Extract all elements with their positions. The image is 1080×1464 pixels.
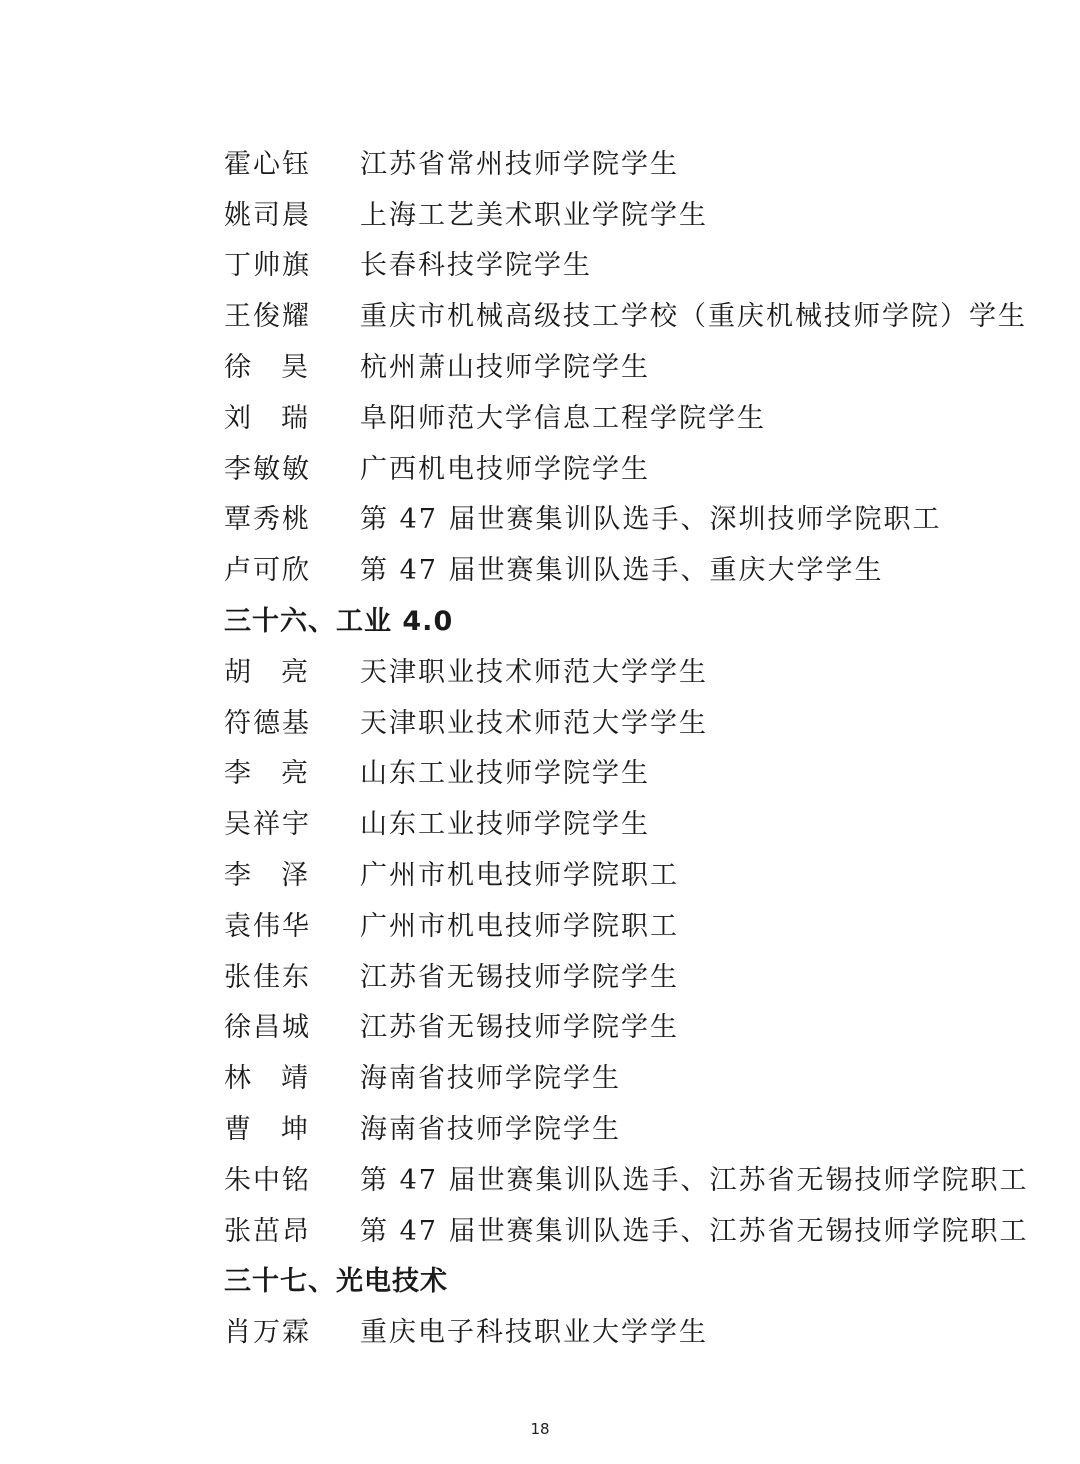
name-char: 曹	[224, 1114, 253, 1146]
person-name	[224, 548, 360, 587]
list-item	[224, 390, 984, 441]
name-char: 佳	[253, 961, 282, 993]
name-char: 瑞	[281, 402, 310, 434]
name-char: 欣	[282, 555, 311, 587]
person-name	[224, 142, 360, 181]
name-char: 刘	[224, 402, 253, 434]
name-char: 基	[282, 707, 311, 739]
name-char: 丁	[224, 250, 253, 282]
name-char: 旗	[282, 250, 311, 282]
name-char: 张	[224, 961, 253, 993]
person-name	[224, 1056, 360, 1095]
person-name	[224, 853, 360, 892]
affiliation: 广州市机电技师学院职工	[360, 860, 679, 892]
name-char: 覃	[224, 504, 253, 536]
name-char: 华	[282, 910, 311, 942]
person-name	[224, 345, 360, 384]
affiliation: 第 47 届世赛集训队选手、江苏省无锡技师学院职工	[360, 1164, 1029, 1196]
list-item	[224, 746, 984, 797]
name-char: 城	[282, 1012, 311, 1044]
list-item	[224, 949, 984, 1000]
list-item	[224, 796, 984, 847]
affiliation: 重庆市机械高级技工学校（重庆机械技师学院）学生	[360, 301, 1027, 333]
list-item	[224, 542, 984, 593]
list-item	[224, 1050, 984, 1101]
person-name	[224, 1005, 360, 1044]
name-char: 霖	[282, 1317, 311, 1349]
person-name	[224, 447, 360, 486]
list-item	[224, 136, 984, 187]
person-name	[224, 1158, 360, 1197]
name-char: 徐	[224, 1012, 253, 1044]
affiliation: 第 47 届世赛集训队选手、江苏省无锡技师学院职工	[360, 1215, 1029, 1247]
affiliation: 江苏省无锡技师学院学生	[360, 1012, 679, 1044]
affiliation: 天津职业技术师范大学学生	[360, 707, 708, 739]
name-char: 霍	[224, 148, 253, 180]
list-item	[224, 695, 984, 746]
name-char: 桃	[282, 504, 311, 536]
name-char: 王	[224, 301, 253, 333]
name-char: 秀	[253, 504, 282, 536]
affiliation: 广州市机电技师学院职工	[360, 910, 679, 942]
person-name	[224, 294, 360, 333]
name-char: 靖	[281, 1063, 310, 1095]
person-name	[224, 802, 360, 841]
list-item	[224, 898, 984, 949]
name-char: 可	[253, 555, 282, 587]
name-char: 肖	[224, 1317, 253, 1349]
name-char: 符	[224, 707, 253, 739]
list-item	[224, 644, 984, 695]
person-name	[224, 955, 360, 994]
person-name	[224, 243, 360, 282]
name-char: 伟	[253, 910, 282, 942]
name-list	[224, 136, 1029, 1355]
name-char: 司	[253, 199, 282, 231]
name-char: 宇	[282, 809, 311, 841]
name-char: 钰	[282, 148, 311, 180]
person-name	[224, 396, 360, 435]
list-item	[224, 339, 984, 390]
affiliation: 重庆电子科技职业大学学生	[360, 1317, 708, 1349]
person-name	[224, 701, 360, 740]
name-char: 徐	[224, 352, 253, 384]
list-item	[224, 288, 1027, 339]
list-item	[224, 1304, 984, 1355]
list-item	[224, 1000, 984, 1051]
section-heading: 三十六、工业 4.0	[224, 606, 454, 638]
name-char: 李	[224, 453, 253, 485]
affiliation: 第 47 届世赛集训队选手、深圳技师学院职工	[360, 504, 942, 536]
person-name	[224, 904, 360, 943]
list-item	[224, 847, 984, 898]
name-char: 茁	[253, 1215, 282, 1247]
affiliation: 海南省技师学院学生	[360, 1114, 621, 1146]
person-name	[224, 193, 360, 232]
name-char: 德	[253, 707, 282, 739]
list-item	[224, 187, 984, 238]
affiliation: 江苏省常州技师学院学生	[360, 148, 679, 180]
name-char: 祥	[253, 809, 282, 841]
name-char: 胡	[224, 656, 253, 688]
person-name	[224, 497, 360, 536]
page-number: 18	[530, 1420, 550, 1438]
name-char: 坤	[281, 1114, 310, 1146]
section-heading: 三十七、光电技术	[224, 1266, 448, 1298]
name-char: 亮	[281, 758, 310, 790]
person-name	[224, 1310, 360, 1349]
person-name	[224, 650, 360, 689]
list-item	[224, 238, 984, 289]
name-char: 东	[282, 961, 311, 993]
name-char: 林	[224, 1063, 253, 1095]
affiliation: 广西机电技师学院学生	[360, 453, 650, 485]
name-char: 敏	[253, 453, 282, 485]
name-char: 姚	[224, 199, 253, 231]
person-name	[224, 1107, 360, 1146]
name-char: 卢	[224, 555, 253, 587]
name-char: 朱	[224, 1164, 253, 1196]
affiliation: 天津职业技术师范大学学生	[360, 656, 708, 688]
list-item	[224, 1152, 1029, 1203]
name-char: 晨	[282, 199, 311, 231]
name-char: 万	[253, 1317, 282, 1349]
name-char: 李	[224, 860, 253, 892]
affiliation: 长春科技学院学生	[360, 250, 592, 282]
person-name	[224, 751, 360, 790]
affiliation: 山东工业技师学院学生	[360, 758, 650, 790]
name-char: 铭	[282, 1164, 311, 1196]
name-char: 昊	[281, 352, 310, 384]
list-item	[224, 441, 984, 492]
name-char: 亮	[281, 656, 310, 688]
name-char: 敏	[282, 453, 311, 485]
person-name	[224, 1209, 360, 1248]
affiliation: 山东工业技师学院学生	[360, 809, 650, 841]
name-char: 心	[253, 148, 282, 180]
name-char: 耀	[282, 301, 311, 333]
affiliation: 杭州萧山技师学院学生	[360, 352, 650, 384]
affiliation: 海南省技师学院学生	[360, 1063, 621, 1095]
list-item	[224, 492, 984, 543]
name-char: 袁	[224, 910, 253, 942]
name-char: 张	[224, 1215, 253, 1247]
list-item	[224, 1101, 984, 1152]
name-char: 俊	[253, 301, 282, 333]
name-char: 昌	[253, 1012, 282, 1044]
name-char: 帅	[253, 250, 282, 282]
name-char: 中	[253, 1164, 282, 1196]
list-item	[224, 1203, 1029, 1254]
affiliation: 上海工艺美术职业学院学生	[360, 199, 708, 231]
name-char: 昂	[282, 1215, 311, 1247]
name-char: 吴	[224, 809, 253, 841]
name-char: 泽	[281, 860, 310, 892]
name-char: 李	[224, 758, 253, 790]
affiliation: 第 47 届世赛集训队选手、重庆大学学生	[360, 555, 884, 587]
affiliation: 阜阳师范大学信息工程学院学生	[360, 402, 766, 434]
affiliation: 江苏省无锡技师学院学生	[360, 961, 679, 993]
